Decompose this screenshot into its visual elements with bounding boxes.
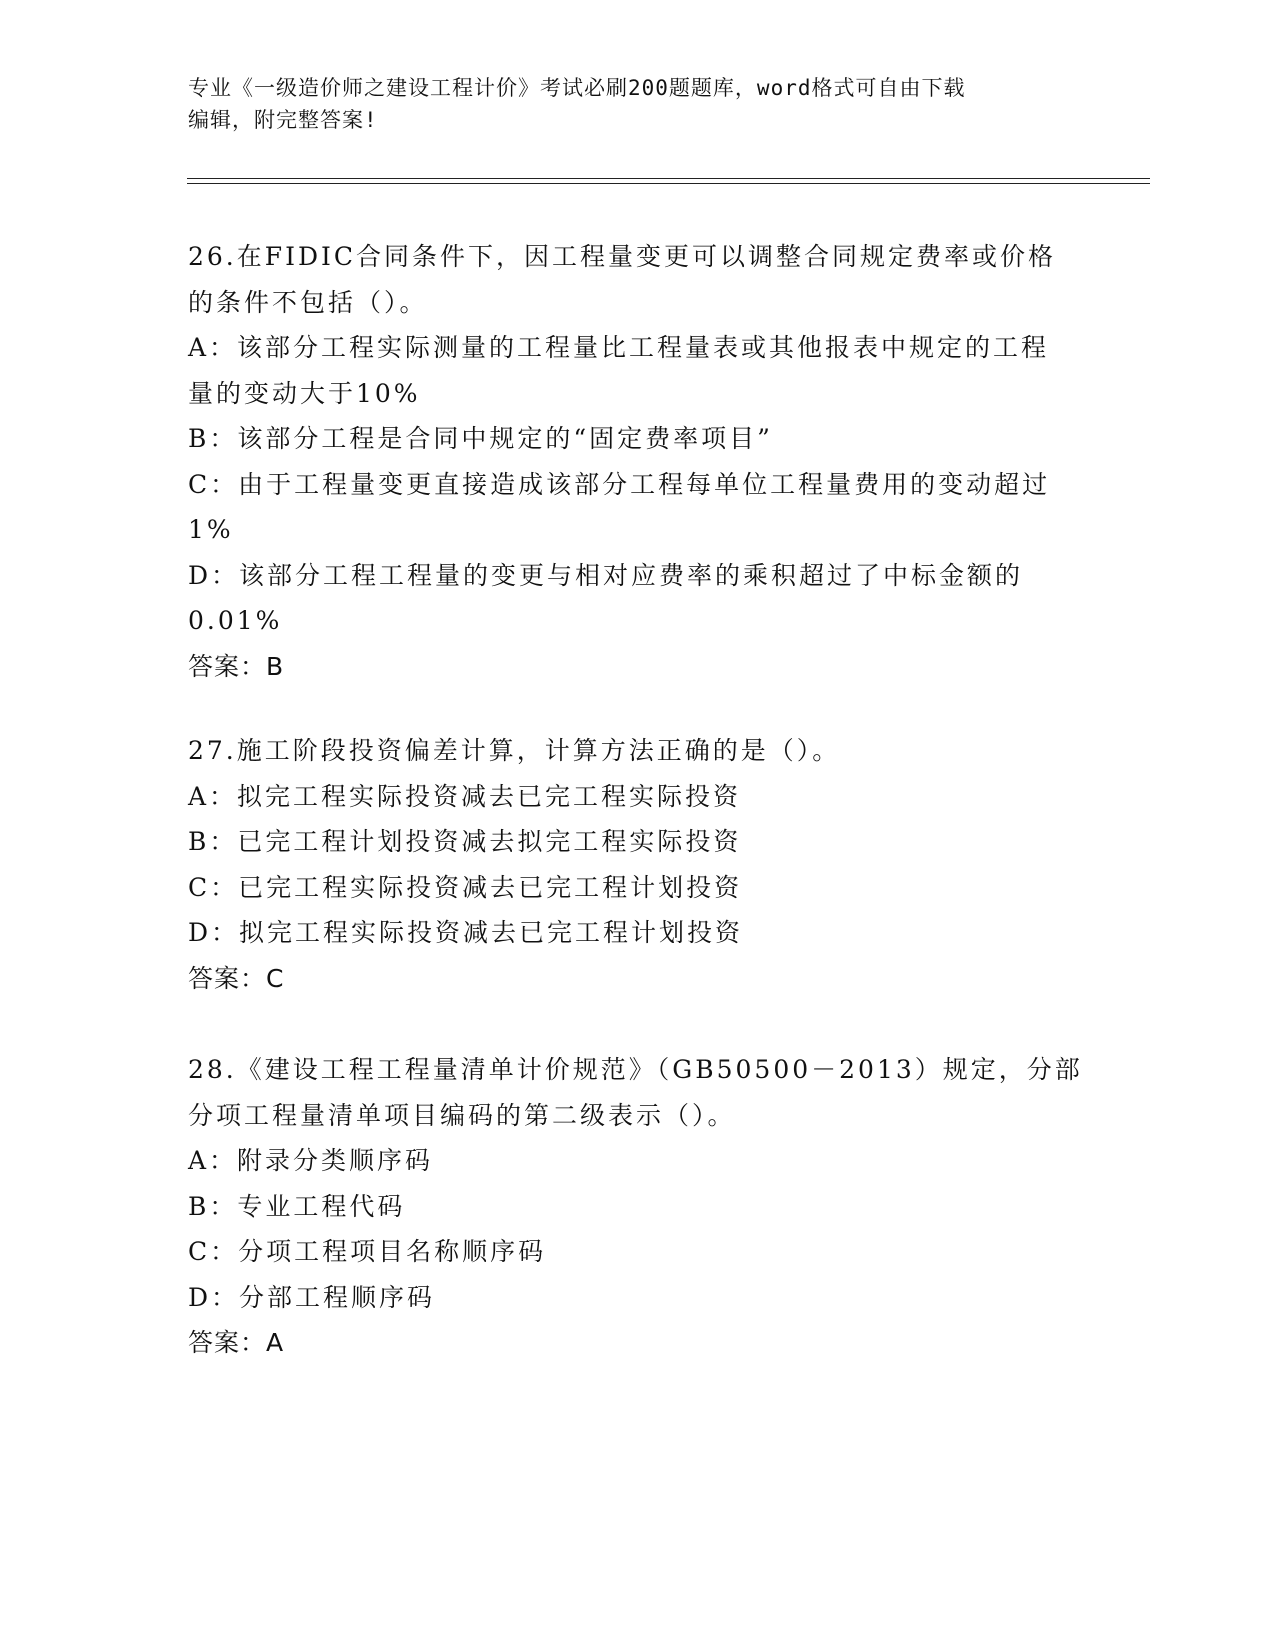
option-line: A：附录分类顺序码	[188, 1146, 434, 1175]
option-a	[188, 1138, 1088, 1184]
question-stem	[188, 728, 1088, 774]
option-b	[188, 416, 1088, 462]
stem-line: 的条件不包括（）。	[188, 287, 428, 317]
stem-line: 27.施工阶段投资偏差计算，计算方法正确的是（）。	[188, 736, 841, 765]
option-line: D：该部分工程工程量的变更与相对应费率的乘积超过了中标金额的	[188, 560, 1024, 590]
option-line: 量的变动大于10%	[188, 378, 421, 408]
option-c	[188, 462, 1088, 553]
option-line: A：拟完工程实际投资减去已完工程实际投资	[188, 781, 742, 811]
option-d	[188, 910, 1088, 956]
stem-line: 分项工程量清单项目编码的第二级表示（）。	[188, 1100, 736, 1130]
question-26	[188, 234, 1088, 689]
option-a	[188, 325, 1088, 416]
header-line-2: 编辑，附完整答案!	[188, 108, 378, 132]
option-line: D：分部工程顺序码	[188, 1282, 436, 1312]
option-line: C：由于工程量变更直接造成该部分工程每单位工程量费用的变动超过	[188, 469, 1051, 499]
option-b	[188, 819, 1088, 865]
header-divider-top	[187, 178, 1150, 179]
option-line: 1%	[188, 515, 234, 544]
option-b	[188, 1184, 1088, 1230]
option-line: D：拟完工程实际投资减去已完工程计划投资	[188, 918, 744, 947]
option-line: A：该部分工程实际测量的工程量比工程量表或其他报表中规定的工程	[188, 333, 1050, 362]
option-line: B：专业工程代码	[188, 1191, 406, 1221]
document-header	[188, 72, 1088, 136]
stem-line: 28.《建设工程工程量清单计价规范》（GB50500－2013）规定，分部	[188, 1055, 1083, 1084]
question-27	[188, 728, 1088, 1001]
option-line: B：该部分工程是合同中规定的“固定费率项目”	[188, 424, 773, 453]
question-28	[188, 1047, 1088, 1366]
option-a	[188, 774, 1088, 820]
answer-line: 答案：C	[188, 963, 285, 993]
option-c	[188, 1229, 1088, 1275]
option-line: B：已完工程计划投资减去拟完工程实际投资	[188, 827, 742, 856]
answer-line: 答案：B	[188, 651, 285, 681]
option-line: C：分项工程项目名称顺序码	[188, 1237, 547, 1266]
question-stem	[188, 234, 1088, 325]
option-d	[188, 553, 1088, 644]
option-c	[188, 865, 1088, 911]
question-stem	[188, 1047, 1088, 1138]
option-line: 0.01%	[188, 606, 283, 635]
stem-line: 26.在FIDIC合同条件下，因工程量变更可以调整合同规定费率或价格	[188, 242, 1057, 271]
option-d	[188, 1275, 1088, 1321]
answer-line: 答案：A	[188, 1328, 285, 1357]
option-line: C：已完工程实际投资减去已完工程计划投资	[188, 872, 743, 902]
header-line-1: 专业《一级造价师之建设工程计价》考试必刷200题题库，word格式可自由下载	[188, 76, 966, 100]
header-divider-bottom	[187, 183, 1150, 184]
